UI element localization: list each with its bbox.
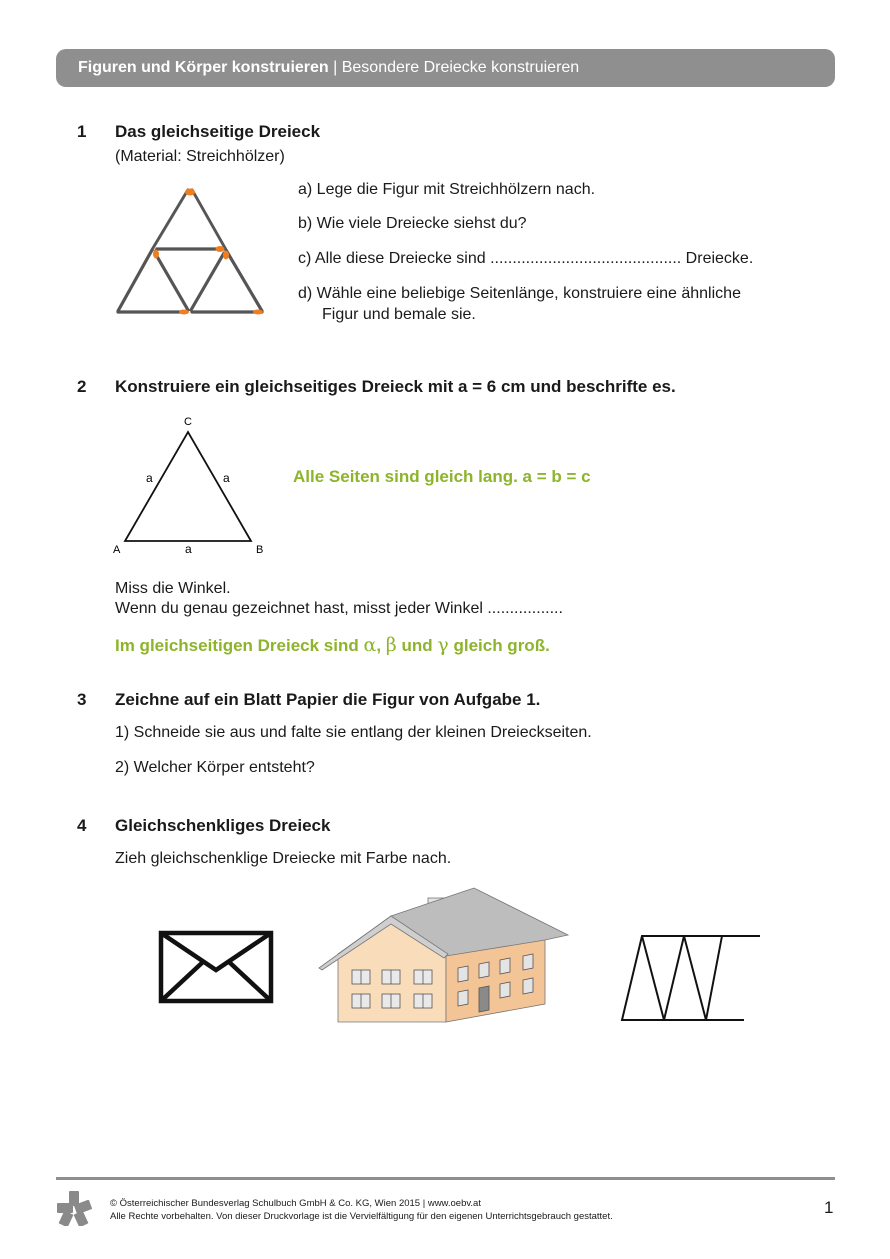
task2-answer-angles bbox=[115, 634, 550, 656]
task2-title: Konstruiere ein gleichseitiges Dreieck mit a = 6 cm und beschrifte es. bbox=[115, 377, 676, 396]
vertex-label-a: A bbox=[113, 544, 121, 556]
task1-material: (Material: Streichhölzer) bbox=[115, 148, 285, 165]
triangle-abc bbox=[125, 432, 251, 541]
footer-divider bbox=[56, 1177, 835, 1180]
answer-angles-text2: gleich groß. bbox=[448, 636, 550, 655]
task1-item-b: b) Wie viele Dreiecke siehst du? bbox=[298, 215, 527, 232]
task2-measure-line2: Wenn du genau gezeichnet hast, misst jeder Winkel ................. bbox=[115, 600, 563, 617]
footer-rights: Alle Rechte vorbehalten. Von dieser Druckvorlage ist die Vervielfältigung für den eigenen Unterrichtsgebrauch gestattet. bbox=[110, 1211, 613, 1222]
vertex-label-b: B bbox=[256, 544, 264, 556]
equilateral-triangle-figure bbox=[108, 408, 278, 560]
vertex-label-c: C bbox=[184, 416, 192, 428]
task3-item2: 2) Welcher Körper entsteht? bbox=[115, 759, 315, 776]
answer-angles-text1: Im gleichseitigen Dreieck sind bbox=[115, 636, 364, 655]
matchstick-triangle-figure bbox=[112, 183, 272, 323]
beta-symbol: β bbox=[385, 634, 397, 656]
task1-title: Das gleichseitige Dreieck bbox=[115, 122, 321, 141]
task2-number: 2 bbox=[77, 377, 87, 396]
task1-item-c: c) Alle diese Dreiecke sind ........................................... Dreiecke. bbox=[298, 250, 754, 267]
side-label-left: a bbox=[146, 471, 153, 485]
header-separator: | bbox=[328, 59, 342, 76]
task1-item-a: a) Lege die Figur mit Streichhölzern nach. bbox=[298, 181, 596, 198]
task1-item-d-line1: d) Wähle eine beliebige Seitenlänge, konstruiere eine ähnliche bbox=[298, 285, 741, 302]
header-title-bold: Figuren und Körper konstruieren bbox=[78, 59, 329, 76]
answer-comma: , bbox=[376, 636, 386, 655]
task2-answer-sides: Alle Seiten sind gleich lang. a = b = c bbox=[293, 467, 591, 486]
task3-number: 3 bbox=[77, 690, 87, 709]
alpha-symbol: α bbox=[363, 634, 377, 656]
page-number: 1 bbox=[824, 1198, 834, 1217]
envelope-icon bbox=[158, 930, 274, 1004]
answer-und: und bbox=[396, 636, 438, 655]
header-title-regular: Besondere Dreiecke konstruieren bbox=[341, 59, 580, 76]
publisher-logo-icon bbox=[56, 1190, 92, 1226]
zigzag-triangles-figure bbox=[618, 930, 764, 1026]
task1-number: 1 bbox=[77, 122, 87, 141]
footer-copyright: © Österreichischer Bundesverlag Schulbuch GmbH & Co. KG, Wien 2015 | www.oebv.at bbox=[110, 1198, 481, 1209]
task1-item-d-line2: Figur und bemale sie. bbox=[322, 306, 476, 323]
task2-measure-line1: Miss die Winkel. bbox=[115, 580, 231, 597]
header-bar bbox=[56, 49, 835, 87]
task4-instruction: Zieh gleichschenklige Dreiecke mit Farbe nach. bbox=[115, 850, 452, 867]
task4-number: 4 bbox=[77, 816, 87, 835]
house-icon bbox=[316, 884, 570, 1026]
side-label-bottom: a bbox=[185, 542, 192, 556]
task3-item1: 1) Schneide sie aus und falte sie entlang der kleinen Dreieckseiten. bbox=[115, 724, 592, 741]
side-label-right: a bbox=[223, 471, 230, 485]
task4-title: Gleichschenkliges Dreieck bbox=[115, 816, 331, 835]
gamma-symbol: γ bbox=[437, 634, 449, 656]
task3-title: Zeichne auf ein Blatt Papier die Figur von Aufgabe 1. bbox=[115, 690, 541, 709]
